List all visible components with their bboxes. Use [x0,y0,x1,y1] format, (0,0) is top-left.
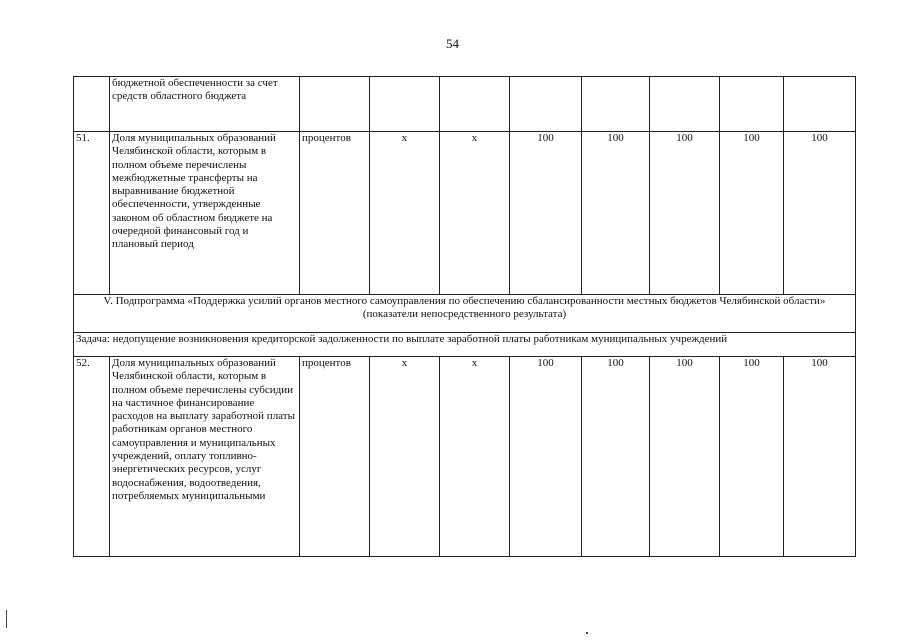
task-row [74,333,856,357]
value-cell: 100 [582,357,650,557]
value-cell: 100 [650,357,720,557]
value-cell: 100 [784,357,856,557]
section-header-row [74,295,856,333]
indicators-table [73,76,856,557]
table-row [74,357,856,557]
value-cell [510,77,582,132]
row-number: 51. [74,132,110,295]
value-cell: 100 [510,357,582,557]
value-cell: 100 [510,132,582,295]
row-number: 52. [74,357,110,557]
value-cell: х [440,357,510,557]
value-cell: х [370,132,440,295]
scan-margin-mark [6,610,7,628]
value-cell [650,77,720,132]
value-cell: 100 [784,132,856,295]
scan-speck [586,632,588,634]
value-cell: 100 [720,132,784,295]
indicator-description: Доля муниципальных образований Челябинской области, которым в полном объеме перечислены межбюджетные трансферты на выравнивание бюджетной обеспеченности, утвержденные законом об областном бюджете на очередной финансовый год и плановый период [110,132,300,295]
section-header: V. Подпрограмма «Поддержка усилий органов местного самоуправления по обеспечению сбалансированности местных бюджетов Челябинской области» (показатели непосредственного результата) [74,295,856,333]
page-number: 54 [446,36,459,51]
unit-cell: процентов [300,357,370,557]
indicator-description: бюджетной обеспеченности за счет средств областного бюджета [110,77,300,132]
value-cell [582,77,650,132]
value-cell [440,77,510,132]
value-cell [720,77,784,132]
row-number [74,77,110,132]
value-cell: 100 [720,357,784,557]
table-row [74,132,856,295]
unit-cell [300,77,370,132]
value-cell: х [370,357,440,557]
indicator-description: Доля муниципальных образований Челябинской области, которым в полном объеме перечислены субсидии на частичное финансирование расходов на выплату заработной платы работникам органов местного самоуправления и муниципальных учреждений, оплату топливно-энергетических ресурсов, услуг водоснабжения, водоотведения, потребляемых муниципальными [110,357,300,557]
value-cell: х [440,132,510,295]
value-cell: 100 [650,132,720,295]
value-cell: 100 [582,132,650,295]
value-cell [784,77,856,132]
value-cell [370,77,440,132]
unit-cell: процентов [300,132,370,295]
table-row [74,77,856,132]
task-text: Задача: недопущение возникновения кредиторской задолженности по выплате заработной платы работникам муниципальных учреждений [74,333,856,357]
